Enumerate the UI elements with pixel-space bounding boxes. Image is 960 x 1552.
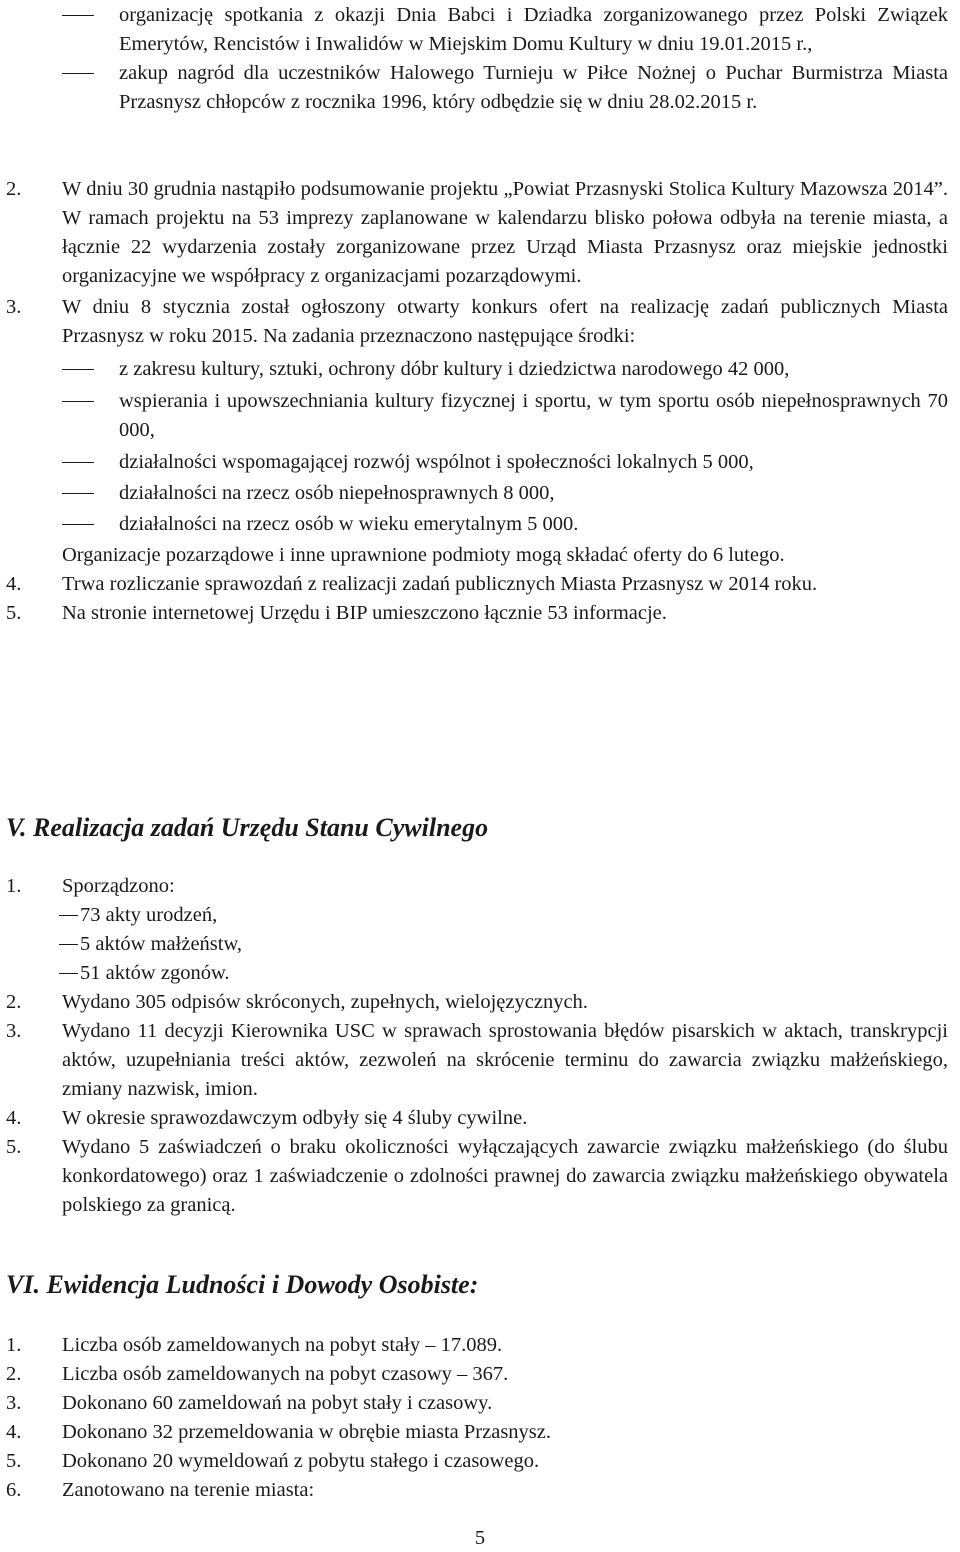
- section-iv-list: [0, 175, 954, 628]
- section-v-list: [0, 872, 954, 1220]
- dash-item: działalności wspomagającej rozwój wspólnot i społeczności lokalnych 5 000,: [0, 448, 948, 477]
- list-number: 3.: [6, 296, 22, 318]
- list-item: [0, 570, 948, 599]
- list-number: 6.: [6, 1479, 22, 1501]
- dash-item: zakup nagród dla uczestników Halowego Turnieju w Piłce Nożnej o Puchar Burmistrza Miasta Przasnysz chłopców z rocznika 1996, który odbędzie się w dniu 28.02.2015 r.: [0, 59, 948, 117]
- list-number: 1.: [6, 1334, 22, 1356]
- list-text: Wydano 305 odpisów skróconych, zupełnych, wielojęzycznych.: [62, 991, 588, 1013]
- section-vi-list: [0, 1331, 954, 1505]
- list-number: 4.: [6, 1107, 22, 1129]
- section-heading: VI. Ewidencja Ludności i Dowody Osobiste:: [6, 1270, 479, 1299]
- dash-item: 73 akty urodzeń,: [0, 901, 954, 930]
- top-dash-list: [0, 1, 954, 117]
- list-text: Zanotowano na terenie miasta:: [62, 1479, 315, 1501]
- list-item: [0, 1418, 948, 1447]
- funding-dash-list: [0, 355, 954, 539]
- list-text: W dniu 8 stycznia został ogłoszony otwarty konkurs ofert na realizację zadań publicznych Miasta Przasnysz w roku 2015. Na zadania przeznaczono następujące środki:: [62, 296, 948, 347]
- list-number: 2.: [6, 1363, 22, 1385]
- list-number: 4.: [6, 1421, 22, 1443]
- list-text: Dokonano 60 zameldowań na pobyt stały i czasowy.: [62, 1392, 493, 1414]
- list-item: [0, 1017, 948, 1104]
- list-number: 5.: [6, 1450, 22, 1472]
- list-text: Dokonano 32 przemeldowania w obrębie miasta Przasnysz.: [62, 1421, 552, 1443]
- list-item: [0, 988, 948, 1017]
- dash-item: organizację spotkania z okazji Dnia Babci i Dziadka zorganizowanego przez Polski Związek Emerytów, Rencistów i Inwalidów w Miejskim Domu Kultury w dniu 19.01.2015 r.,: [0, 1, 948, 59]
- list-item: [0, 293, 948, 351]
- list-text: Liczba osób zameldowanych na pobyt stały – 17.089.: [62, 1334, 503, 1356]
- list-text: Wydano 11 decyzji Kierownika USC w sprawach sprostowania błędów pisarskich w aktach, transkrypcji aktów, uzupełniania treści aktów, zezwoleń na skrócenie terminu do zawarcia związku małżeńskiego, zmiany nazwisk, imion.: [62, 1020, 948, 1100]
- list-text: Wydano 5 zaświadczeń o braku okoliczności wyłączających zawarcie związku małżeńskiego (do ślubu konkordatowego) oraz 1 zaświadczenie o zdolności prawnej do zawarcia związku małżeńskiego obywatela polskiego za granicą.: [62, 1136, 948, 1216]
- list-text: W okresie sprawozdawczym odbyły się 4 śluby cywilne.: [62, 1107, 528, 1129]
- dash-item: działalności na rzecz osób w wieku emerytalnym 5 000.: [0, 510, 948, 539]
- dash-item: 5 aktów małżeństw,: [0, 930, 954, 959]
- list-item: [0, 872, 948, 901]
- list-item: [0, 1331, 948, 1360]
- page-number: 5: [474, 1527, 486, 1549]
- list-item: [0, 1389, 948, 1418]
- section-heading: V. Realizacja zadań Urzędu Stanu Cywilnego: [6, 813, 489, 842]
- list-number: 3.: [6, 1392, 22, 1414]
- list-item: [0, 1447, 948, 1476]
- list-item: [0, 599, 948, 628]
- dash-item: z zakresu kultury, sztuki, ochrony dóbr kultury i dziedzictwa narodowego 42 000,: [0, 355, 948, 384]
- list-item: [0, 1476, 948, 1505]
- list-text: Na stronie internetowej Urzędu i BIP umieszczono łącznie 53 informacje.: [62, 602, 667, 624]
- list-number: 1.: [6, 875, 22, 897]
- list-number: 3.: [6, 1020, 22, 1042]
- list-number: 2.: [6, 991, 22, 1013]
- list-item: [0, 175, 948, 291]
- list-continuation: Organizacje pozarządowe i inne uprawnione podmioty mogą składać oferty do 6 lutego.: [62, 544, 785, 566]
- dash-item: 51 aktów zgonów.: [0, 959, 954, 988]
- list-item: [0, 1133, 948, 1220]
- dash-item: działalności na rzecz osób niepełnosprawnych 8 000,: [0, 479, 948, 508]
- list-number: 4.: [6, 573, 22, 595]
- list-text: Dokonano 20 wymeldowań z pobytu stałego i czasowego.: [62, 1450, 540, 1472]
- list-item: [0, 1104, 948, 1133]
- list-text: Liczba osób zameldowanych na pobyt czasowy – 367.: [62, 1363, 509, 1385]
- list-number: 5.: [6, 602, 22, 624]
- list-number: 2.: [6, 178, 22, 200]
- list-item: [0, 1360, 948, 1389]
- list-text: Trwa rozliczanie sprawozdań z realizacji zadań publicznych Miasta Przasnysz w 2014 roku.: [62, 573, 818, 595]
- dash-item: wspierania i upowszechniania kultury fizycznej i sportu, w tym sportu osób niepełnosprawnych 70 000,: [0, 387, 948, 445]
- list-text: W dniu 30 grudnia nastąpiło podsumowanie projektu „Powiat Przasnyski Stolica Kultury Mazowsza 2014”. W ramach projektu na 53 imprezy zaplanowane w kalendarzu blisko połowa odbyła na terenie miasta, a łącznie 22 wydarzenia zostały zorganizowane przez Urząd Miasta Przasnysz oraz miejskie jednostki organizacyjne we współpracy z organizacjami pozarządowymi.: [62, 178, 948, 287]
- list-number: 5.: [6, 1136, 22, 1158]
- list-text: Sporządzono:: [62, 875, 175, 897]
